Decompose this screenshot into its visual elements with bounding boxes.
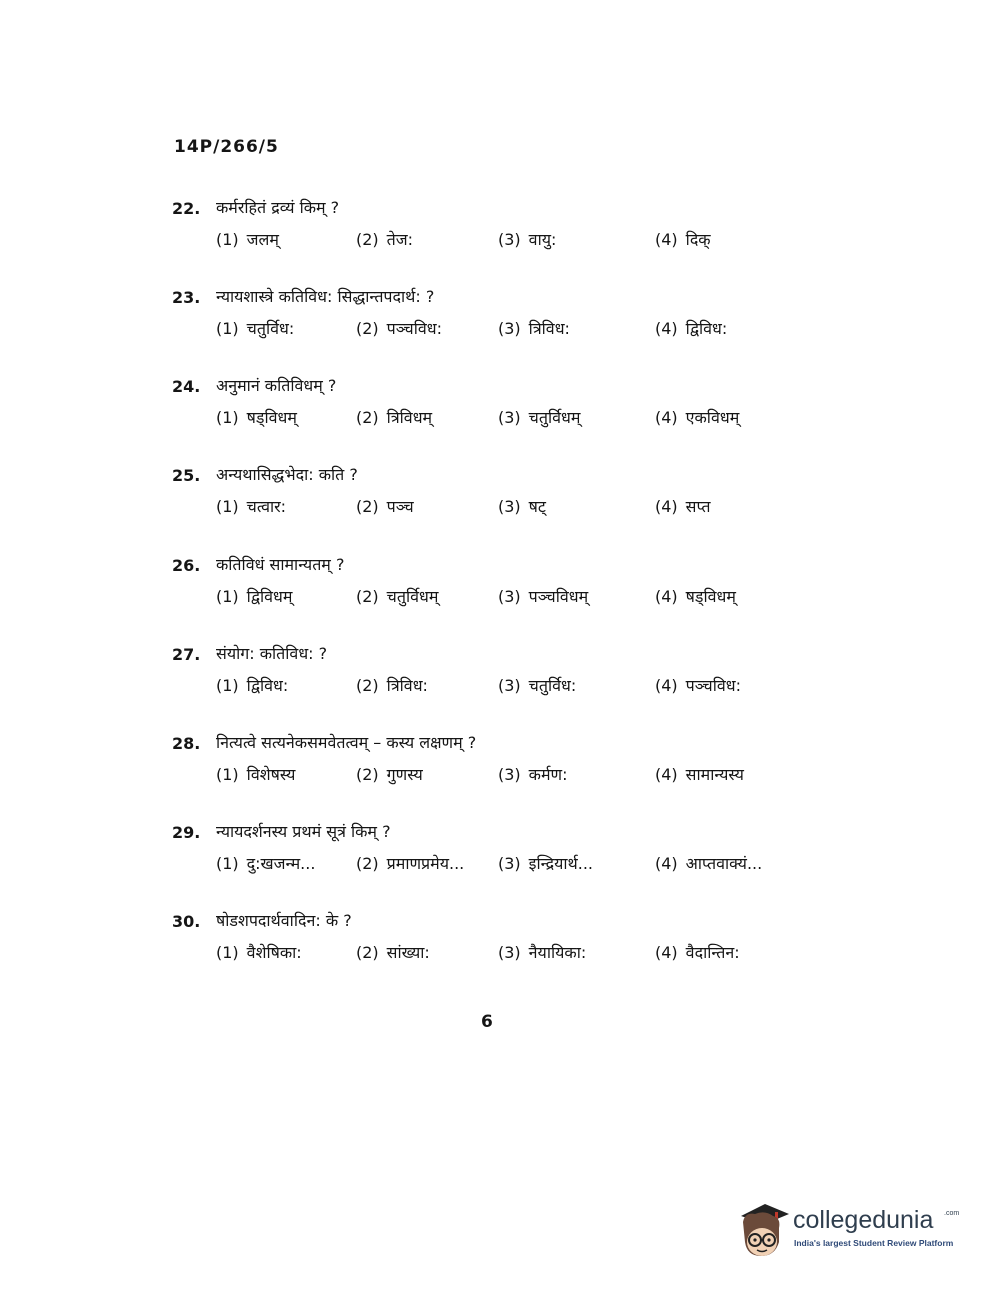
question-number: 22. (172, 199, 201, 218)
option-number: (3) (498, 319, 521, 338)
question-item (0, 734, 993, 804)
option-text: त्रिविध: (386, 676, 428, 695)
option-text: वैशेषिका: (246, 943, 302, 962)
question-text: षोडशपदार्थवादिन: के ? (216, 911, 352, 930)
option-number: (4) (655, 854, 678, 873)
option-number: (3) (498, 854, 521, 873)
option-text: एकविधम् (685, 408, 740, 427)
option-text: पञ्चविधम् (528, 587, 589, 606)
answer-option-1 (216, 317, 294, 339)
option-number: (3) (498, 765, 521, 784)
question-text: न्यायदर्शनस्य प्रथमं सूत्रं किम् ? (216, 822, 391, 841)
logo-domain: .com (944, 1210, 960, 1217)
option-number: (4) (655, 587, 678, 606)
option-text: पञ्चविध: (386, 319, 442, 338)
option-text: वायु: (528, 230, 557, 249)
option-text: सामान्यस्य (685, 765, 744, 784)
option-number: (4) (655, 497, 678, 516)
question-text: अन्यथासिद्धभेदा: कति ? (216, 465, 358, 484)
option-number: (3) (498, 497, 521, 516)
option-number: (2) (356, 230, 379, 249)
question-number: 24. (172, 377, 201, 396)
logo-wordmark: collegedunia (793, 1206, 934, 1234)
option-number: (1) (216, 765, 239, 784)
collegedunia-logo (735, 1198, 965, 1260)
option-number: (2) (356, 943, 379, 962)
answer-option-1 (216, 585, 292, 607)
option-number: (2) (356, 319, 379, 338)
option-text: कर्मण: (528, 765, 568, 784)
option-number: (1) (216, 587, 239, 606)
option-number: (2) (356, 408, 379, 427)
question-item (0, 199, 993, 269)
question-text: नित्यत्वे सत्यनेकसमवेतत्वम् – कस्य लक्षणम् ? (216, 733, 477, 752)
question-number: 30. (172, 912, 201, 931)
option-text: विशेषस्य (246, 765, 296, 784)
answer-option-2 (356, 317, 442, 339)
answer-option-3 (498, 406, 580, 428)
answer-option-2 (356, 852, 464, 874)
answer-option-3 (498, 852, 593, 874)
option-number: (3) (498, 408, 521, 427)
answer-option-1 (216, 763, 295, 785)
answer-option-4 (655, 228, 711, 250)
option-number: (2) (356, 497, 379, 516)
option-text: गुणस्य (386, 765, 423, 784)
option-number: (3) (498, 943, 521, 962)
question-text: संयोग: कतिविध: ? (216, 644, 328, 663)
question-item (0, 288, 993, 358)
question-text: न्यायशास्त्रे कतिविध: सिद्धान्तपदार्थ: ? (216, 287, 435, 306)
question-number: 29. (172, 823, 201, 842)
answer-option-2 (356, 406, 432, 428)
question-number: 28. (172, 734, 201, 753)
question-text: कतिविधं सामान्यतम् ? (216, 555, 345, 574)
answer-option-1 (216, 852, 315, 874)
option-number: (1) (216, 676, 239, 695)
option-number: (4) (655, 230, 678, 249)
answer-option-4 (655, 495, 711, 517)
answer-option-3 (498, 495, 546, 517)
option-text: द्विविधम् (246, 587, 293, 606)
answer-option-3 (498, 317, 570, 339)
option-number: (1) (216, 230, 239, 249)
option-text: द्विविध: (246, 676, 289, 695)
answer-option-4 (655, 317, 727, 339)
option-text: वैदान्तिन: (685, 943, 740, 962)
question-item (0, 556, 993, 626)
option-text: द्विविध: (685, 319, 728, 338)
answer-option-4 (655, 941, 740, 963)
question-item (0, 823, 993, 893)
option-text: प्रमाणप्रमेय... (386, 854, 465, 873)
question-item (0, 645, 993, 715)
answer-option-3 (498, 674, 576, 696)
answer-option-1 (216, 495, 286, 517)
option-text: पञ्चविध: (685, 676, 741, 695)
option-text: सांख्या: (386, 943, 430, 962)
option-number: (3) (498, 587, 521, 606)
option-text: इन्द्रियार्थ... (528, 854, 594, 873)
option-text: चतुर्विध: (528, 676, 577, 695)
logo-tagline: India's largest Student Review Platform (794, 1238, 954, 1248)
answer-option-3 (498, 228, 556, 250)
option-text: चतुर्विधम् (386, 587, 439, 606)
option-number: (2) (356, 676, 379, 695)
question-item (0, 912, 993, 982)
answer-option-2 (356, 941, 430, 963)
option-text: षड्विधम् (685, 587, 736, 606)
option-text: तेज: (386, 230, 414, 249)
option-text: त्रिविध: (528, 319, 570, 338)
option-text: षड्विधम् (246, 408, 297, 427)
answer-option-4 (655, 852, 762, 874)
question-text: कर्मरहितं द्रव्यं किम् ? (216, 198, 340, 217)
answer-option-4 (655, 585, 736, 607)
option-number: (3) (498, 230, 521, 249)
page-number: 6 (481, 1012, 493, 1032)
answer-option-1 (216, 406, 297, 428)
option-number: (1) (216, 497, 239, 516)
answer-option-2 (356, 674, 428, 696)
paper-code: 14P/266/5 (174, 137, 279, 157)
option-number: (2) (356, 854, 379, 873)
option-number: (1) (216, 408, 239, 427)
option-number: (4) (655, 765, 678, 784)
question-text: अनुमानं कतिविधम् ? (216, 376, 337, 395)
answer-option-1 (216, 228, 279, 250)
option-text: त्रिविधम् (386, 408, 433, 427)
answer-option-2 (356, 585, 438, 607)
option-text: दिक् (685, 230, 711, 249)
question-number: 25. (172, 466, 201, 485)
answer-option-3 (498, 585, 588, 607)
answer-option-3 (498, 763, 568, 785)
option-number: (2) (356, 765, 379, 784)
option-text: चतुर्विध: (246, 319, 295, 338)
option-number: (4) (655, 943, 678, 962)
option-text: आप्तवाक्यं... (685, 854, 763, 873)
question-number: 26. (172, 556, 201, 575)
question-number: 27. (172, 645, 201, 664)
option-text: चत्वार: (246, 497, 287, 516)
answer-option-1 (216, 941, 302, 963)
answer-option-2 (356, 495, 414, 517)
option-number: (2) (356, 587, 379, 606)
option-number: (4) (655, 408, 678, 427)
question-item (0, 377, 993, 447)
option-number: (4) (655, 319, 678, 338)
question-number: 23. (172, 288, 201, 307)
option-number: (4) (655, 676, 678, 695)
mascot-icon (735, 1198, 795, 1260)
option-text: सप्त (685, 497, 711, 516)
option-text: चतुर्विधम् (528, 408, 581, 427)
option-text: नैयायिका: (528, 943, 587, 962)
option-number: (1) (216, 854, 239, 873)
answer-option-4 (655, 674, 741, 696)
answer-option-4 (655, 763, 744, 785)
answer-option-4 (655, 406, 739, 428)
answer-option-2 (356, 228, 413, 250)
option-text: षट् (528, 497, 546, 516)
option-number: (1) (216, 943, 239, 962)
answer-option-2 (356, 763, 423, 785)
option-number: (3) (498, 676, 521, 695)
option-text: दु:खजन्म... (246, 854, 316, 873)
answer-option-3 (498, 941, 586, 963)
option-text: जलम् (246, 230, 279, 249)
option-text: पञ्च (386, 497, 414, 516)
answer-option-1 (216, 674, 288, 696)
option-number: (1) (216, 319, 239, 338)
question-item (0, 466, 993, 536)
